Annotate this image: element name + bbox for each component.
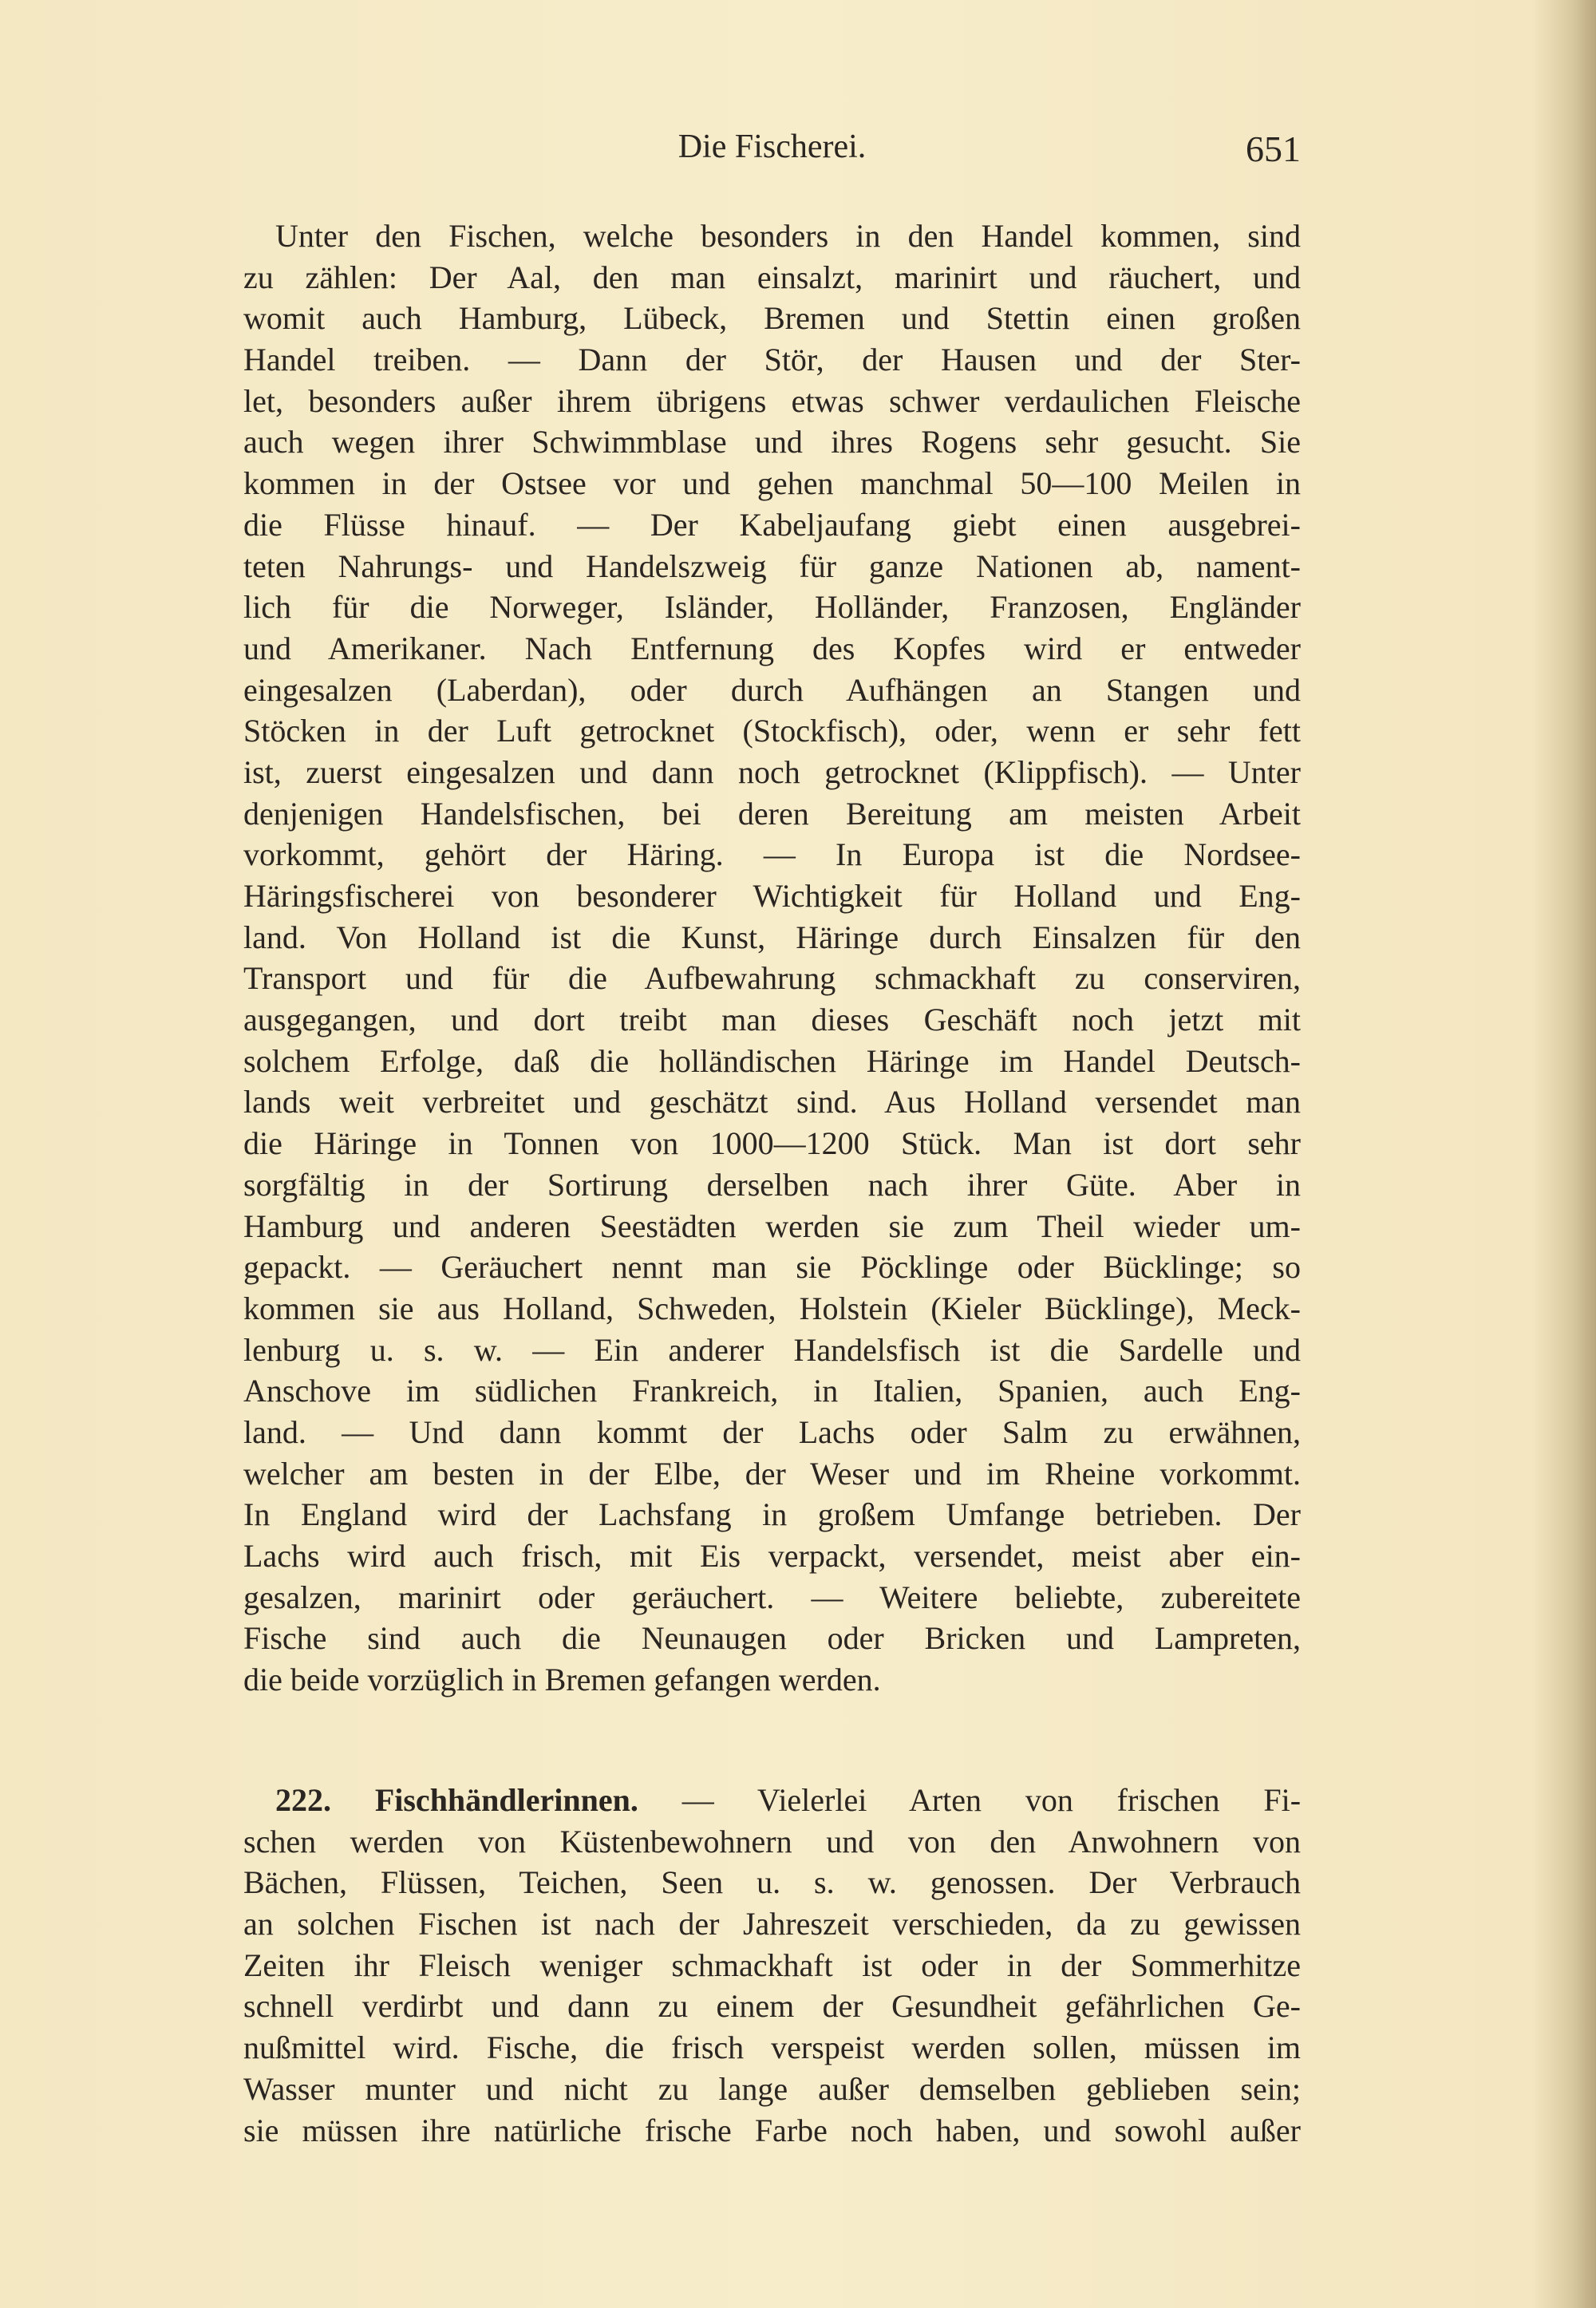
text-line: zu zählen: Der Aal, den man einsalzt, marinirt und räuchert, und — [243, 259, 1301, 295]
text-line: gepackt. — Geräuchert nennt man sie Pöcklinge oder Bücklinge; so — [243, 1249, 1301, 1286]
text-line: lich für die Norweger, Isländer, Holländer, Franzosen, Engländer — [243, 589, 1301, 626]
text-line: lands weit verbreitet und geschätzt sind. Aus Holland versendet man — [243, 1084, 1301, 1120]
text-line: an solchen Fischen ist nach der Jahreszeit verschieden, da zu gewissen — [243, 1906, 1301, 1942]
text-line: Wasser munter und nicht zu lange außer demselben geblieben sein; — [243, 2070, 1301, 2107]
section-heading: 222. Fischhändlerinnen. — [275, 1782, 638, 1818]
text-line: kommen in der Ostsee vor und gehen manchmal 50—100 Meilen in — [243, 465, 1301, 502]
text-line: solchem Erfolge, daß die holländischen Häringe im Handel Deutsch- — [243, 1042, 1301, 1079]
page-header — [243, 128, 1301, 176]
text-line: eingesalzen (Laberdan), oder durch Aufhängen an Stangen und — [243, 671, 1301, 708]
text-line: schen werden von Küstenbewohnern und von den Anwohnern von — [243, 1823, 1301, 1859]
text-line: Unter den Fischen, welche besonders in den Handel kommen, sind — [275, 218, 1301, 254]
text-line: let, besonders außer ihrem übrigens etwas schwer verdaulichen Fleische — [243, 382, 1301, 419]
text-line: womit auch Hamburg, Lübeck, Bremen und Stettin einen großen — [243, 300, 1301, 337]
section-222-fischhaendlerinnen — [243, 1780, 1301, 2151]
text-line: Lachs wird auch frisch, mit Eis verpackt, versendet, meist aber ein- — [243, 1538, 1301, 1574]
page-number: 651 — [1246, 128, 1301, 169]
text-line — [243, 1780, 1301, 1821]
text-line: die Häringe in Tonnen von 1000—1200 Stück. Man ist dort sehr — [243, 1125, 1301, 1162]
text-line: ausgegangen, und dort treibt man dieses Geschäft noch jetzt mit — [243, 1002, 1301, 1038]
text-line: denjenigen Handelsfischen, bei deren Bereitung am meisten Arbeit — [243, 795, 1301, 832]
text-line: Bächen, Flüssen, Teichen, Seen u. s. w. genossen. Der Verbrauch — [243, 1864, 1301, 1901]
text-line: auch wegen ihrer Schwimmblase und ihres Rogens sehr gesucht. Sie — [243, 424, 1301, 460]
text-line: vorkommt, gehört der Häring. — In Europa ist die Nordsee- — [243, 836, 1301, 873]
section-first-line-text: — Vielerlei Arten von frischen Fi- — [681, 1782, 1302, 1818]
text-line: die beide vorzüglich in Bremen gefangen werden. — [243, 1662, 881, 1698]
text-line: Zeiten ihr Fleisch weniger schmackhaft ist oder in der Sommerhitze — [243, 1946, 1301, 1983]
text-line: Transport und für die Aufbewahrung schmackhaft zu conserviren, — [243, 960, 1301, 997]
text-line: lenburg u. s. w. — Ein anderer Handelsfisch ist die Sardelle und — [243, 1331, 1301, 1368]
text-line: sie müssen ihre natürliche frische Farbe noch haben, und sowohl außer — [243, 2112, 1301, 2148]
text-line: Anschove im südlichen Frankreich, in Italien, Spanien, auch Eng- — [243, 1373, 1301, 1409]
text-line: Stöcken in der Luft getrocknet (Stockfisch), oder, wenn er sehr fett — [243, 713, 1301, 749]
text-line: welcher am besten in der Elbe, der Weser und im Rheine vorkommt. — [243, 1455, 1301, 1492]
text-line: land. Von Holland ist die Kunst, Häringe durch Einsalzen für den — [243, 919, 1301, 955]
text-line: Handel treiben. — Dann der Stör, der Hausen und der Ster- — [243, 342, 1301, 378]
text-line: gesalzen, marinirt oder geräuchert. — Weitere beliebte, zubereitete — [243, 1579, 1301, 1615]
text-line: nußmittel wird. Fische, die frisch verspeist werden sollen, müssen im — [243, 2029, 1301, 2066]
text-line: Häringsfischerei von besonderer Wichtigkeit für Holland und Eng- — [243, 878, 1301, 914]
text-line: kommen sie aus Holland, Schweden, Holstein (Kieler Bücklinge), Meck- — [243, 1290, 1301, 1326]
text-line: die Flüsse hinauf. — Der Kabeljaufang giebt einen ausgebrei- — [243, 506, 1301, 543]
text-line: Fische sind auch die Neunaugen oder Bricken und Lampreten, — [243, 1620, 1301, 1657]
running-title: Die Fischerei. — [678, 128, 867, 165]
text-line: und Amerikaner. Nach Entfernung des Kopfes wird er entweder — [243, 630, 1301, 666]
text-line: ist, zuerst eingesalzen und dann noch getrocknet (Klippfisch). — Unter — [243, 753, 1301, 790]
text-line: schnell verdirbt und dann zu einem der Gesundheit gefährlichen Ge- — [243, 1988, 1301, 2025]
text-line: teten Nahrungs- und Handelszweig für ganze Nationen ab, nament- — [243, 547, 1301, 584]
text-line: sorgfältig in der Sortirung derselben nach ihrer Güte. Aber in — [243, 1166, 1301, 1203]
text-line: land. — Und dann kommt der Lachs oder Salm zu erwähnen, — [243, 1413, 1301, 1450]
text-line: Hamburg und anderen Seestädten werden sie zum Theil wieder um- — [243, 1207, 1301, 1244]
paragraph-fish-trade — [243, 215, 1301, 1701]
text-line: In England wird der Lachsfang in großem Umfange betrieben. Der — [243, 1496, 1301, 1533]
